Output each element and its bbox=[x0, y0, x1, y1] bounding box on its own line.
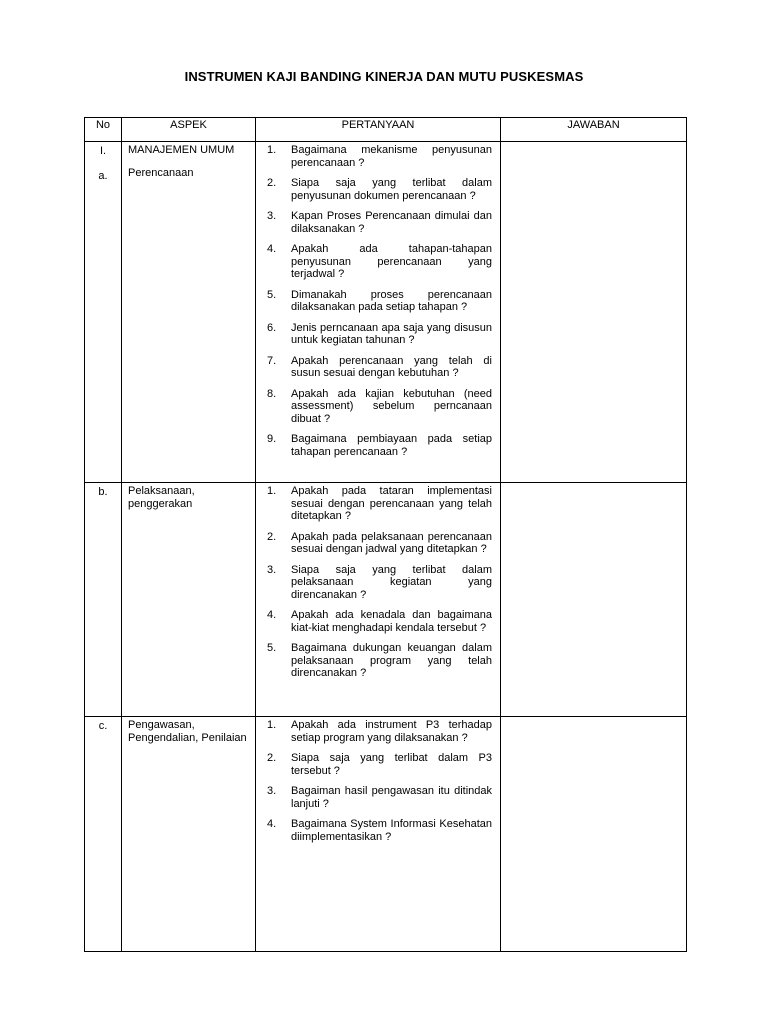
question-text: Apakah ada kenadala dan bagaimana kiat-kiat menghadapi kendala tersebut ? bbox=[291, 609, 492, 634]
table-header-row bbox=[85, 118, 687, 142]
question-number: 4. bbox=[267, 243, 277, 255]
question-text: Apakah ada kajian kebutuhan (need assessment) sebelum perncanaan dibuat ? bbox=[291, 387, 492, 425]
row-number-cell bbox=[85, 717, 122, 952]
question-text: Apakah pada tataran implementasi sesuai dengan perencanaan yang telah ditetapkan ? bbox=[291, 485, 492, 522]
question-text: Apakah ada tahapan-tahapan penyusunan perencanaan yang terjadwal ? bbox=[291, 243, 492, 280]
question-item bbox=[264, 642, 492, 680]
question-text: Siapa saja yang terlibat dalam P3 tersebut ? bbox=[291, 752, 492, 777]
header-no: No bbox=[85, 118, 122, 142]
questions-cell bbox=[256, 717, 501, 952]
question-item bbox=[264, 144, 492, 169]
row-number: I. bbox=[99, 145, 107, 157]
table-row bbox=[85, 717, 687, 952]
question-text: Bagaimana mekanisme penyusunan perencanaan ? bbox=[291, 144, 492, 169]
question-text: Bagaimana pembiayaan pada setiap tahapan perencanaan ? bbox=[291, 433, 492, 458]
question-number: 1. bbox=[267, 144, 277, 156]
answer-cell[interactable] bbox=[501, 483, 687, 717]
row-number-cell bbox=[85, 142, 122, 483]
question-item bbox=[264, 609, 492, 634]
question-item bbox=[264, 785, 492, 810]
question-item bbox=[264, 531, 492, 556]
question-item bbox=[264, 210, 492, 235]
question-item bbox=[264, 388, 492, 426]
question-item bbox=[264, 564, 492, 602]
question-item bbox=[264, 719, 492, 744]
question-number: 1. bbox=[267, 485, 277, 497]
question-text: Dimanakah proses perencanaan dilaksanakan pada setiap tahapan ? bbox=[291, 288, 492, 313]
row-number: a. bbox=[98, 169, 108, 182]
question-item bbox=[264, 177, 492, 202]
aspect-label: MANAJEMEN UMUM bbox=[128, 144, 235, 156]
question-number: 3. bbox=[267, 785, 277, 797]
question-number: 4. bbox=[267, 609, 277, 621]
assessment-table bbox=[84, 117, 687, 952]
table-row bbox=[85, 483, 687, 717]
aspect-cell bbox=[122, 483, 256, 717]
question-number: 9. bbox=[267, 433, 277, 445]
question-text: Siapa saja yang terlibat dalam pelaksanaan kegiatan yang direncanakan ? bbox=[291, 563, 492, 601]
question-number: 3. bbox=[267, 563, 277, 576]
question-number: 2. bbox=[267, 752, 277, 764]
question-item bbox=[264, 485, 492, 523]
aspect-label: Pelaksanaan, penggerakan bbox=[128, 485, 195, 510]
question-text: Apakah ada instrument P3 terhadap setiap program yang dilaksanakan ? bbox=[291, 719, 492, 744]
question-item bbox=[264, 322, 492, 347]
table-row bbox=[85, 142, 687, 483]
row-number: b. bbox=[98, 486, 108, 498]
question-item bbox=[264, 355, 492, 380]
aspect-cell bbox=[122, 142, 256, 483]
aspect-label: Perencanaan bbox=[128, 166, 194, 179]
question-text: Kapan Proses Perencanaan dimulai dan dilaksanakan ? bbox=[291, 210, 492, 235]
question-number: 2. bbox=[267, 177, 277, 189]
question-text: Bagaiman hasil pengawasan itu ditindak lanjuti ? bbox=[291, 785, 492, 810]
answer-cell[interactable] bbox=[501, 142, 687, 483]
question-number: 5. bbox=[267, 642, 277, 654]
question-number: 5. bbox=[267, 288, 277, 301]
question-text: Apakah pada pelaksanaan perencanaan sesuai dengan jadwal yang ditetapkan ? bbox=[291, 530, 492, 555]
questions-cell bbox=[256, 483, 501, 717]
question-text: Bagaimana dukungan keuangan dalam pelaksanaan program yang telah direncanakan ? bbox=[291, 642, 492, 679]
question-text: Jenis perncanaan apa saja yang disusun untuk kegiatan tahunan ? bbox=[291, 321, 492, 346]
answer-cell[interactable] bbox=[501, 717, 687, 952]
row-number-cell bbox=[85, 483, 122, 717]
question-item bbox=[264, 243, 492, 281]
question-item bbox=[264, 433, 492, 458]
question-number: 8. bbox=[267, 387, 277, 400]
row-number: c. bbox=[98, 720, 108, 732]
question-number: 7. bbox=[267, 354, 277, 367]
document-title: INSTRUMEN KAJI BANDING KINERJA DAN MUTU PUSKESMAS bbox=[184, 69, 584, 84]
question-number: 3. bbox=[267, 210, 277, 222]
header-pertanyaan: PERTANYAAN bbox=[256, 118, 501, 142]
question-item bbox=[264, 289, 492, 314]
aspect-label: Pengawasan, Pengendalian, Penilaian bbox=[128, 719, 247, 744]
question-number: 1. bbox=[267, 719, 277, 731]
question-item bbox=[264, 818, 492, 843]
question-number: 2. bbox=[267, 530, 277, 543]
header-jawaban: JAWABAN bbox=[501, 118, 687, 142]
question-text: Siapa saja yang terlibat dalam penyusunan dokumen perencanaan ? bbox=[291, 177, 492, 202]
question-item bbox=[264, 752, 492, 777]
aspect-cell bbox=[122, 717, 256, 952]
header-aspek: ASPEK bbox=[122, 118, 256, 142]
question-number: 4. bbox=[267, 818, 277, 830]
question-number: 6. bbox=[267, 321, 277, 334]
question-text: Apakah perencanaan yang telah di susun sesuai dengan kebutuhan ? bbox=[291, 354, 492, 379]
question-text: Bagaimana System Informasi Kesehatan diimplementasikan ? bbox=[291, 818, 492, 843]
questions-cell bbox=[256, 142, 501, 483]
